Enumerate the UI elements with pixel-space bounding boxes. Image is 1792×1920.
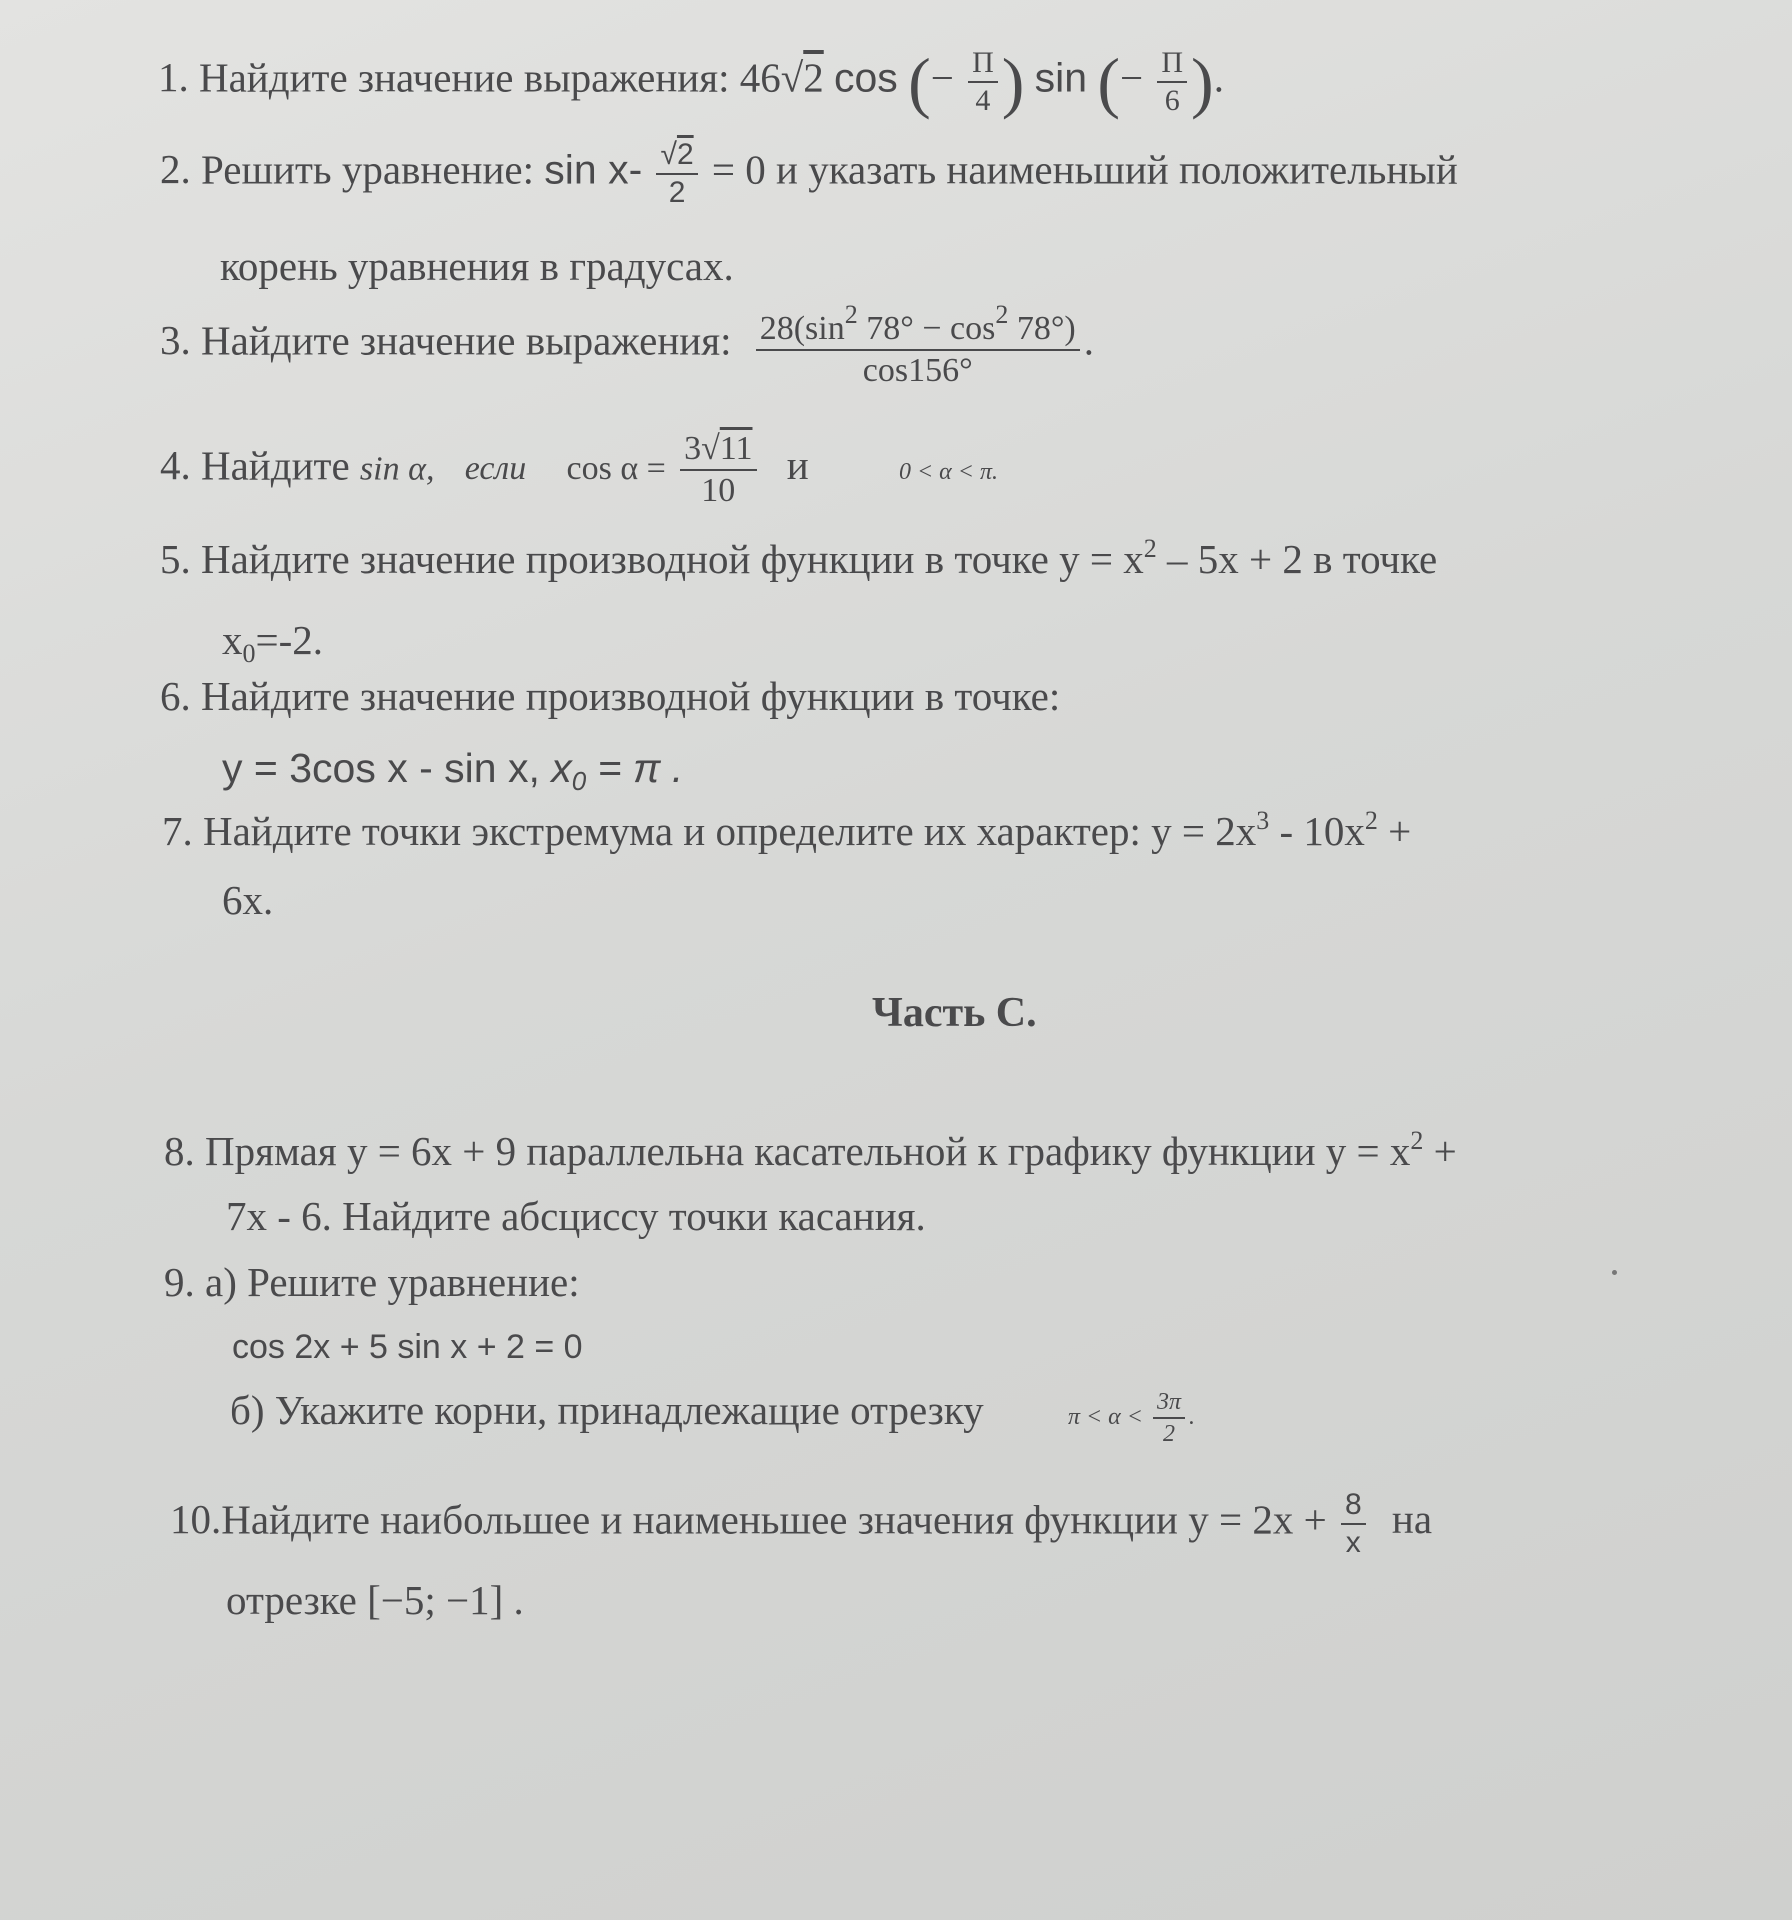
problem-text: Найдите значение производной функции в точке xyxy=(201,536,1049,582)
problem-tail: на xyxy=(1391,1496,1433,1543)
problem-number: 4. xyxy=(160,442,191,489)
equation-rhs: = 0 xyxy=(711,146,766,193)
problem-3: 3. Найдите значение выражения: $\frac{28(\sin^2 78^\circ - \cos^2 78^\circ)}{\cos 156^\circ}$ . xyxy=(160,300,1094,389)
x0-value: $x_0 = \pi$ . xyxy=(551,745,684,796)
coefficient: 46 xyxy=(739,54,781,101)
problem-text: Найдите значение выражения: xyxy=(201,317,732,364)
and-word: и xyxy=(786,442,809,489)
problem-text: Найдите наибольшее и наименьшее значения функции xyxy=(221,1496,1178,1543)
problem-10 xyxy=(170,1490,1432,1558)
problem-8 xyxy=(164,1128,1457,1172)
problem-9 xyxy=(164,1259,580,1305)
problem-2-line-2: корень уравнения в градусах. xyxy=(220,243,734,289)
problem-number: 8. xyxy=(164,1128,195,1174)
numerator: $28(\sin^2$ $78^\circ - \cos^2 78^\circ$) xyxy=(756,302,1080,351)
paper-speck xyxy=(1612,1270,1617,1275)
problem-text: Найдите значение производной функции в точке: xyxy=(201,673,1061,719)
fraction-3sqrt11-10: $\frac{3√11}{10}$ xyxy=(680,432,756,508)
problem-tail: в точке xyxy=(1313,536,1438,582)
problem-text: Прямая y = 6x + 9 параллельна касательной к графику функции $y = x^2$ + xyxy=(205,1126,1457,1174)
part-a-text: а) Решите уравнение: xyxy=(205,1259,580,1305)
fraction-expression xyxy=(756,302,1080,388)
problem-text: Найдите точки экстремума и определите их характер: xyxy=(203,808,1141,854)
cos-fn: cos xyxy=(834,54,898,101)
fraction-8-x: $\frac{8}{x}$ xyxy=(1341,1490,1366,1558)
problem-number: 5. xyxy=(160,536,191,582)
problem-number: 1. xyxy=(158,54,189,101)
problem-4 xyxy=(160,432,998,508)
problem-text: Найдите xyxy=(201,442,350,489)
problem-number: 9. xyxy=(164,1259,195,1305)
equation-lhs: sin x- xyxy=(544,146,643,193)
problem-number: 10. xyxy=(170,1496,222,1543)
alpha-range: 0 < α < π. xyxy=(898,459,998,486)
problem-5-line-2: $x_0=-2$. xyxy=(222,617,324,668)
problem-number: 2. xyxy=(160,146,191,193)
problem-9-equation: cos 2x + 5 sin x + 2 = 0 xyxy=(232,1328,583,1366)
section-heading: Часть С. xyxy=(872,990,1037,1036)
problem-number: 3. xyxy=(160,317,191,364)
problem-tail: и указать наименьший положительный xyxy=(776,146,1458,193)
problem-6 xyxy=(160,673,1061,719)
problem-1: 1. Найдите значение выражения: 46√2 cos (− $\frac{П}{4}$ ) sin (− $\frac{П}{6}$ ). xyxy=(158,44,1224,120)
problem-9-part-b xyxy=(230,1387,1195,1448)
problem-6-line-2 xyxy=(222,745,684,796)
problem-text: Решить уравнение: xyxy=(201,146,535,193)
sqrt-arg: 2 xyxy=(803,54,824,101)
part-b-text: б) Укажите корни, принадлежащие отрезку xyxy=(230,1387,984,1433)
function-eq: $y = x^2 - 5x + 2$ xyxy=(1059,534,1303,582)
if-word: если xyxy=(464,450,527,488)
function-eq: y = 3cos x - sin x, xyxy=(222,745,540,791)
fraction-root2-2: $\frac{√2}{2}$ xyxy=(656,140,697,208)
sin-fn: sin xyxy=(1034,54,1088,101)
denominator: cos156° xyxy=(862,352,973,389)
minus-sign: − xyxy=(930,54,954,101)
problem-10-line-2: отрезке [−5; −1] . xyxy=(226,1577,524,1623)
minus-sign: − xyxy=(1120,54,1144,101)
cos-alpha: cos α = xyxy=(566,450,666,488)
problem-number: 7. xyxy=(162,808,193,854)
fraction-pi-4: $\frac{П}{4}$ xyxy=(968,48,998,116)
problem-7-line-2: 6x. xyxy=(222,877,274,923)
problem-2 xyxy=(160,140,1458,208)
problem-5 xyxy=(160,536,1437,580)
interval: π < α < $\frac{3\pi}{2}$ . xyxy=(1067,1389,1195,1448)
sin-alpha: sin α, xyxy=(359,450,435,488)
function-eq: y = 2x + xyxy=(1188,1496,1327,1543)
problem-8-line-2: 7x - 6. Найдите абсциссу точки касания. xyxy=(226,1193,926,1239)
problem-7 xyxy=(162,808,1411,852)
function-eq: $y = 2x^3 - 10x^2$ + xyxy=(1151,806,1412,854)
fraction-pi-6: $\frac{П}{6}$ xyxy=(1157,48,1187,116)
problem-text: Найдите значение выражения: xyxy=(199,54,730,101)
problem-number: 6. xyxy=(160,673,191,719)
